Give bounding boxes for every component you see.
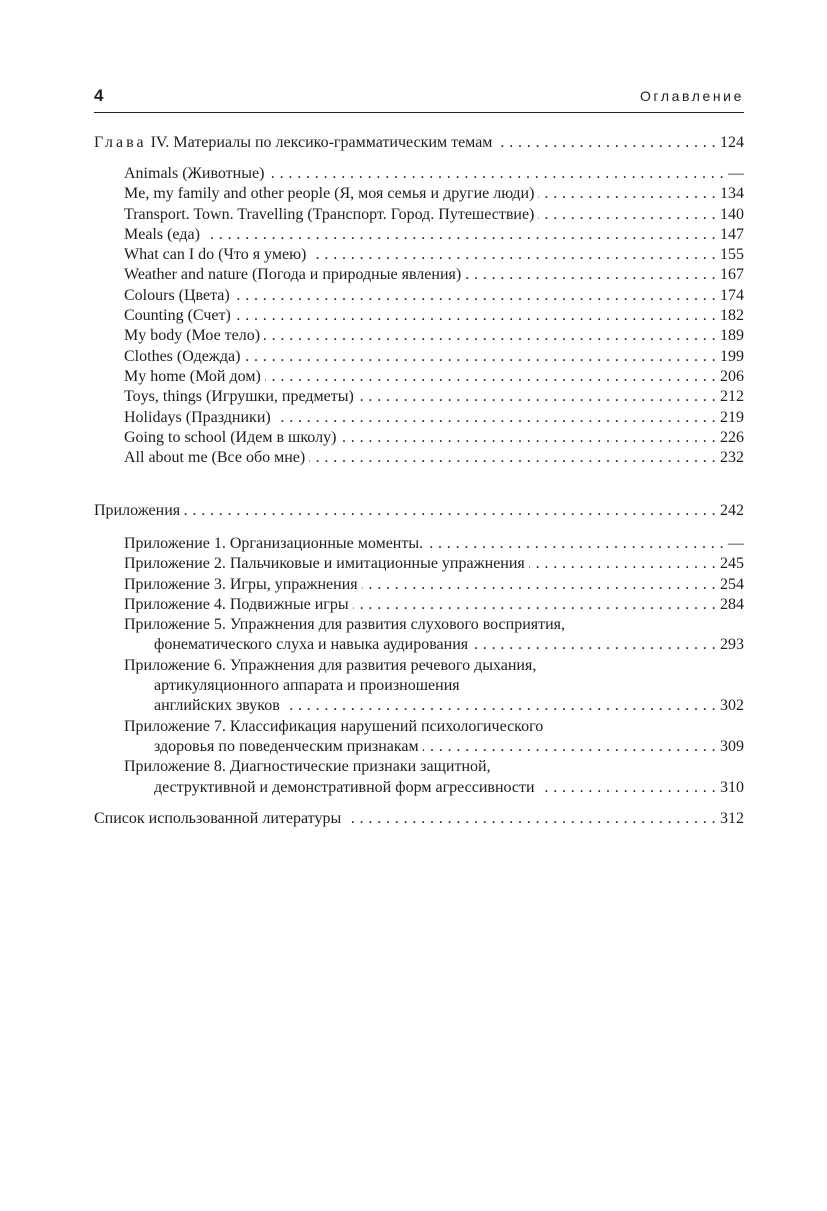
entry-title-line: Counting (Счет) [124,307,231,325]
page-ref: 219 [720,408,744,426]
dot-leader [465,265,716,285]
toc-entry[interactable] [94,428,744,448]
entry-title-line: My home (Мой дом) [124,367,261,385]
toc-entry[interactable] [94,757,744,798]
entry-title-line: Toys, things (Игрушки, предметы) [124,388,354,406]
page-ref: 242 [720,502,744,519]
page-ref: 174 [720,286,744,304]
page-ref: — [728,165,744,182]
toc-entry[interactable] [94,534,744,554]
dot-leader [340,428,716,448]
entry-title-line: Transport. Town. Travelling (Транспорт. Город. Путешествие) [124,205,535,223]
dot-leader [204,225,716,245]
page-ref: 284 [720,595,744,613]
entry-title-line: Приложение 5. Упражнения для развития слухового восприятия, [124,616,566,634]
toc-entry[interactable] [94,595,744,615]
page-ref: 147 [720,225,744,243]
toc-entry[interactable] [94,656,744,717]
appendices-title: Приложения [94,502,181,519]
toc-entry[interactable] [94,286,744,306]
entry-title-line: Приложение 6. Упражнения для развития речевого дыхания, [124,656,537,674]
chapter-items-list [94,164,744,468]
dot-leader [423,737,716,757]
page-ref: 254 [720,575,744,593]
dot-leader [345,809,716,829]
dot-leader [265,367,716,387]
entry-title-line: Приложение 8. Диагностические признаки защитной, [124,758,491,776]
dot-leader [353,595,716,615]
dot-leader [538,184,716,204]
entry-title-line: деструктивной и демонстративной форм агрессивности [154,778,535,796]
toc-entry[interactable] [94,205,744,225]
entry-title-line: артикуляционного аппарата и произношения [154,677,460,695]
page-ref: 167 [720,266,744,284]
running-title: Оглавление [639,88,744,104]
entry-title-line: Going to school (Идем в школу) [124,428,337,446]
page-ref: 309 [720,737,744,755]
entry-title-line: All about me (Все обо мне) [124,449,306,467]
page-ref: 189 [720,327,744,345]
page-ref: 155 [720,246,744,264]
page-ref: 293 [720,636,744,654]
page-ref: 232 [720,449,744,467]
dot-leader [275,408,716,428]
dot-leader [358,387,716,407]
page-ref: 310 [720,778,744,796]
toc-appendices-entry[interactable] [94,501,744,521]
toc-entry[interactable] [94,326,744,346]
entry-title-line: Weather and nature (Погода и природные явления) [124,266,462,284]
entry-title-line: Meals (еда) [124,225,200,243]
entry-title-line: My body (Мое тело) [124,327,261,345]
page-ref: 302 [720,697,744,715]
dot-leader [244,347,716,367]
toc-entry[interactable] [94,615,744,656]
dot-leader [496,133,716,153]
page-number: 4 [94,86,104,105]
toc-entry[interactable] [94,448,744,468]
toc-entry[interactable] [94,717,744,758]
page-ref: 140 [720,205,744,223]
toc-entry[interactable] [94,347,744,367]
dot-leader [284,696,716,716]
dot-leader [472,635,716,655]
dot-leader [539,778,716,798]
appendix-items-list [94,534,744,798]
dot-leader [538,205,716,225]
entry-title-line: Приложение 2. Пальчиковые и имитационные упражнения [124,555,525,573]
toc-entry[interactable] [94,265,744,285]
entry-title-line: Приложение 1. Организационные моменты. [124,535,424,552]
dot-leader [310,245,716,265]
page-ref: 245 [720,555,744,573]
page-ref: 124 [720,134,744,151]
toc-entry[interactable] [94,367,744,387]
dot-leader [529,554,716,574]
entry-title-line: Приложение 7. Классификация нарушений психологического [124,717,544,735]
toc-entry[interactable] [94,164,744,184]
entry-title-line: Animals (Животные) [124,165,265,182]
toc-entry[interactable] [94,575,744,595]
entry-title-line: Приложение 4. Подвижные игры [124,595,349,613]
page-ref: 212 [720,388,744,406]
entry-title-line: Colours (Цвета) [124,286,230,304]
entry-title-line: Clothes (Одежда) [124,347,241,365]
toc-entry[interactable] [94,408,744,428]
page-ref: 199 [720,347,744,365]
toc-entry[interactable] [94,306,744,326]
dot-leader [235,306,716,326]
dot-leader [184,501,716,521]
entry-title-line: здоровья по поведенческим признакам [154,737,419,755]
entry-title-line: What can I do (Что я умею) [124,246,307,264]
page-ref: 312 [720,810,744,827]
toc-entry[interactable] [94,184,744,204]
bibliography-title: Список использованной литературы [94,810,342,827]
entry-title-line: фонематического слуха и навыка аудирования [154,636,469,654]
entry-title-line: Приложение 3. Игры, упражнения [124,575,358,593]
entry-title-line: Me, my family and other people (Я, моя семья и другие люди) [124,185,535,203]
entry-title-line: английских звуков [154,697,280,715]
dot-leader [264,326,716,346]
toc-entry[interactable] [94,387,744,407]
toc-bibliography-entry[interactable] [94,809,744,829]
dot-leader [362,575,716,595]
chapter-prefix: Глава [94,134,147,151]
dot-leader [309,448,716,468]
toc-entry[interactable] [94,554,744,574]
dot-leader [234,286,716,306]
toc-entry[interactable] [94,245,744,265]
page-ref: 226 [720,428,744,446]
toc-entry[interactable] [94,225,744,245]
page-ref: 134 [720,185,744,203]
page-ref: 206 [720,367,744,385]
running-header [94,84,744,113]
entry-title-line: Holidays (Праздники) [124,408,271,426]
chapter-title: IV. Материалы по лексико-грамматическим темам [150,134,493,151]
dot-leader [268,164,724,184]
page-ref: 182 [720,307,744,325]
toc-chapter-entry[interactable] [94,133,744,153]
page-ref: — [728,535,744,552]
dot-leader [427,534,724,554]
